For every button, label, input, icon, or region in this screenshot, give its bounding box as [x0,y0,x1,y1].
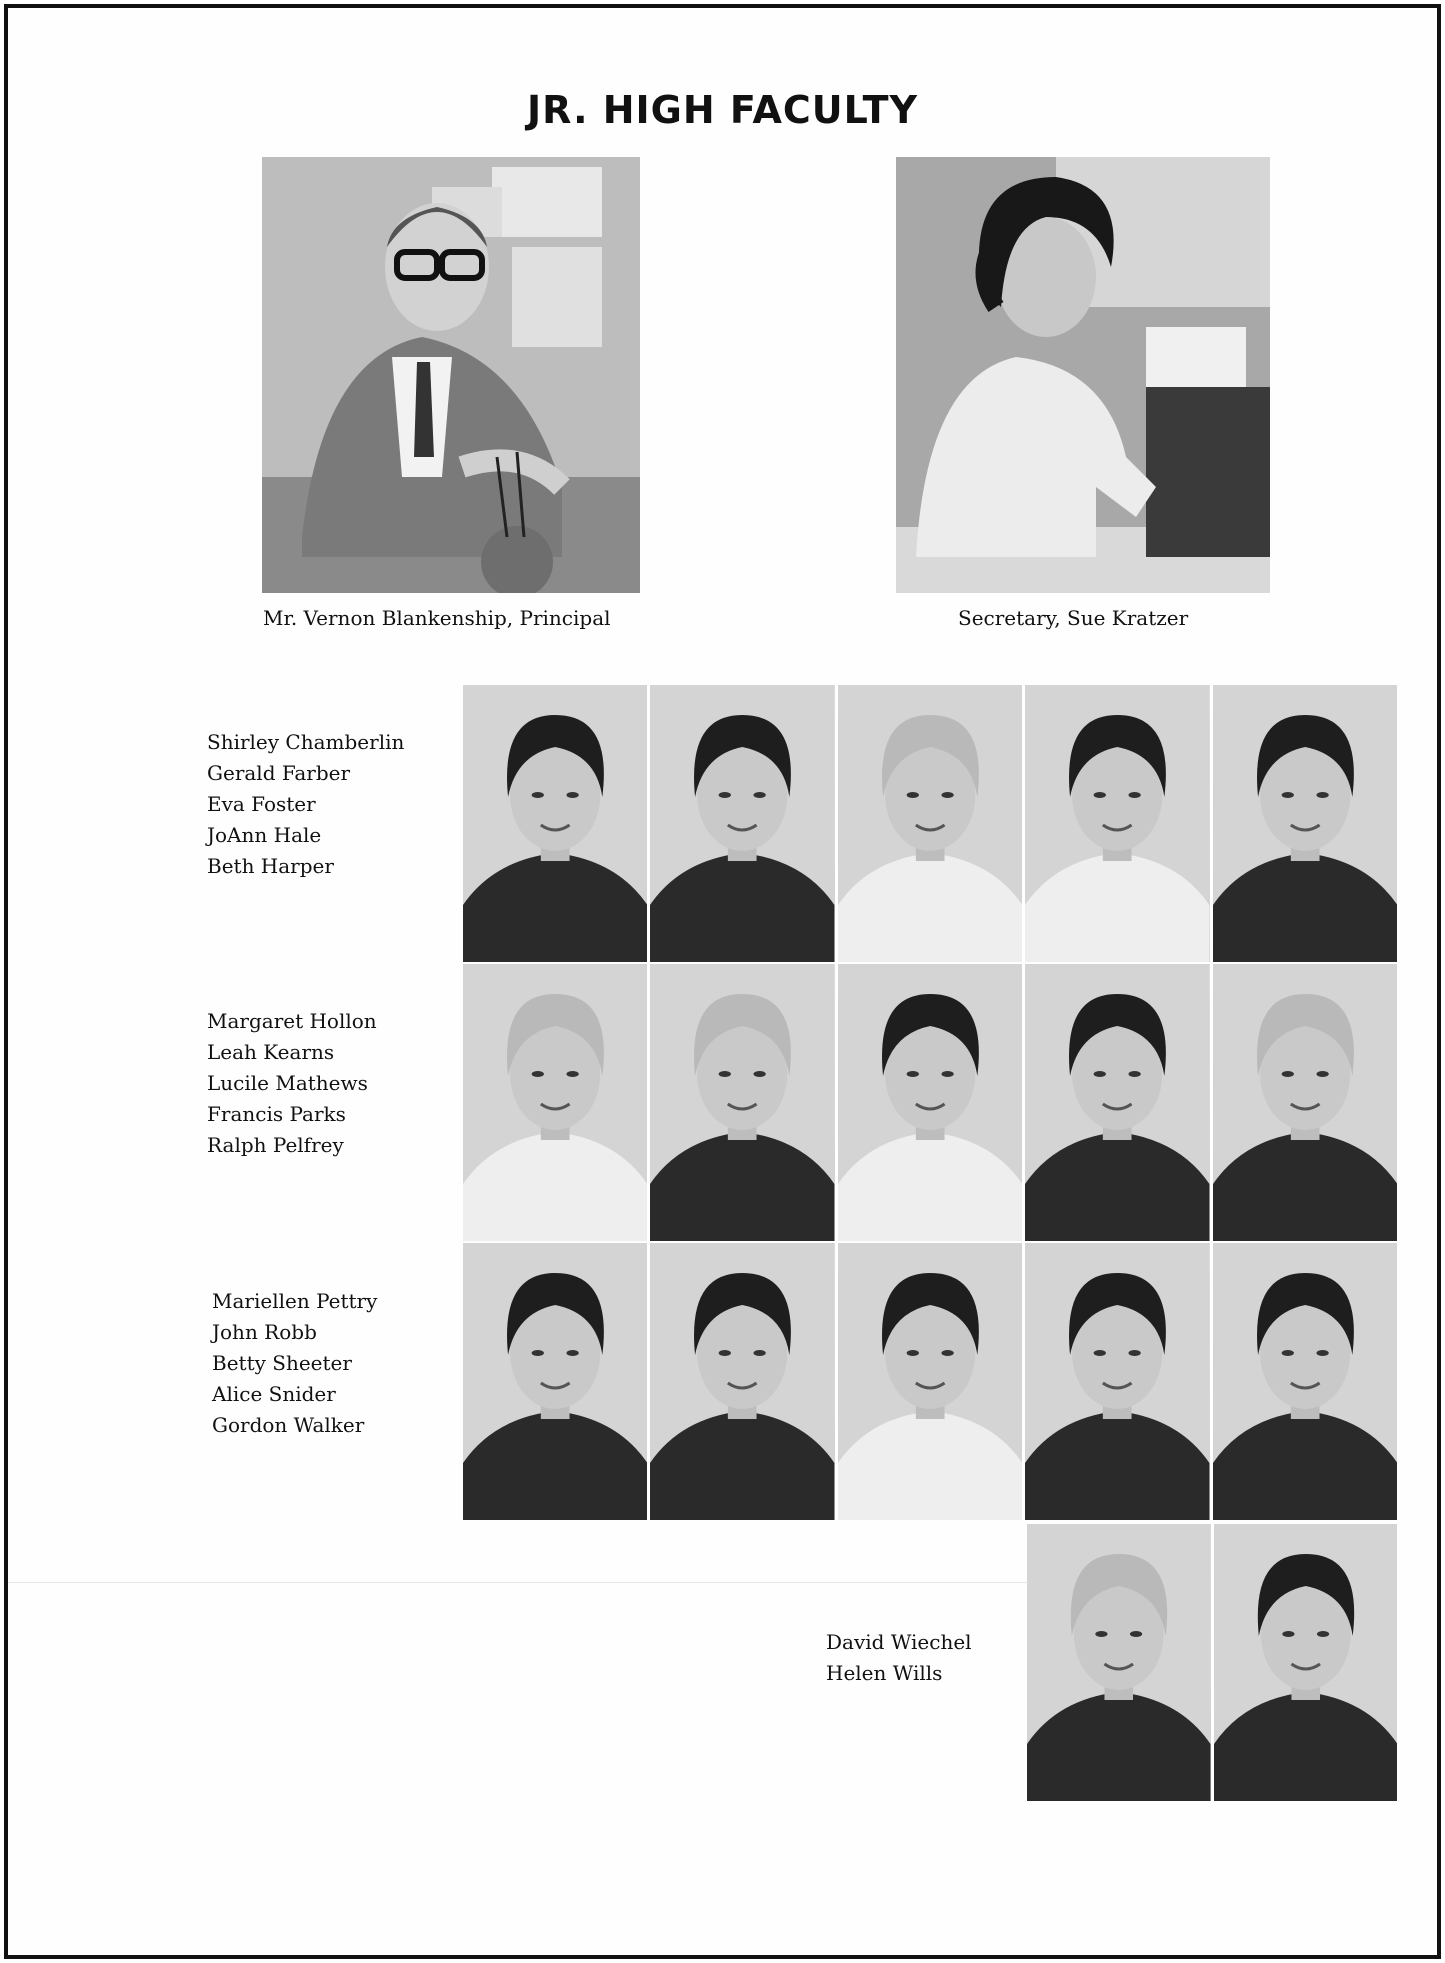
portrait-photo [1027,1524,1211,1801]
principal-photo [262,157,640,593]
portrait-icon [650,685,834,962]
portrait-icon [838,1243,1022,1520]
portrait-photo [838,1243,1022,1520]
teacher-name: JoAnn Hale [207,823,322,847]
name-list-group-2 [207,1006,377,1161]
portrait-photo [463,964,647,1241]
teacher-name: Shirley Chamberlin [207,730,405,754]
portrait-icon [650,1243,834,1520]
teacher-name: Betty Sheeter [212,1351,352,1375]
portrait-icon [463,685,647,962]
portrait-icon [1213,1243,1397,1520]
teacher-name: Eva Foster [207,792,316,816]
portrait-icon [1025,1243,1209,1520]
teacher-name: Ralph Pelfrey [207,1133,344,1157]
portrait-photo [1025,1243,1209,1520]
teacher-name: Leah Kearns [207,1040,335,1064]
portrait-icon [650,964,834,1241]
portrait-icon [838,964,1022,1241]
teacher-name: Mariellen Pettry [212,1289,378,1313]
portrait-row-3 [463,1243,1397,1520]
teacher-name: Beth Harper [207,854,334,878]
portrait-photo [1213,964,1397,1241]
portrait-row-2 [463,964,1397,1241]
secretary-photo [896,157,1270,593]
portrait-row-4 [1027,1524,1397,1801]
portrait-photo [1213,1243,1397,1520]
teacher-name: Gordon Walker [212,1413,365,1437]
portrait-icon [1213,685,1397,962]
teacher-name: John Robb [212,1320,317,1344]
portrait-icon [463,1243,647,1520]
portrait-icon [1025,685,1209,962]
teacher-name: Lucile Mathews [207,1071,368,1095]
portrait-photo [1214,1524,1398,1801]
man-at-desk-icon [262,157,640,593]
portrait-photo [463,1243,647,1520]
portrait-icon [838,685,1022,962]
portrait-icon [1214,1524,1398,1801]
portrait-photo [1213,685,1397,962]
name-list-group-3 [212,1286,377,1441]
name-list-group-1 [207,727,404,882]
page-title: JR. HIGH FACULTY [526,88,919,132]
fold-line [8,1582,1028,1583]
teacher-name: David Wiechel [826,1630,972,1654]
secretary-caption: Secretary, Sue Kratzer [958,606,1189,630]
principal-caption: Mr. Vernon Blankenship, Principal [263,606,611,630]
portrait-photo [1025,685,1209,962]
portrait-photo [463,685,647,962]
portrait-photo [650,685,834,962]
portrait-row-1 [463,685,1397,962]
portrait-photo [650,964,834,1241]
portrait-photo [1025,964,1209,1241]
portrait-icon [1027,1524,1211,1801]
portrait-photo [650,1243,834,1520]
portrait-photo [838,964,1022,1241]
portrait-icon [1025,964,1209,1241]
name-list-group-4 [826,1627,972,1689]
woman-at-typewriter-icon [896,157,1270,593]
portrait-photo [838,685,1022,962]
teacher-name: Gerald Farber [207,761,351,785]
teacher-name: Alice Snider [212,1382,336,1406]
teacher-name: Margaret Hollon [207,1009,377,1033]
teacher-name: Helen Wills [826,1661,943,1685]
portrait-icon [1213,964,1397,1241]
teacher-name: Francis Parks [207,1102,346,1126]
portrait-icon [463,964,647,1241]
